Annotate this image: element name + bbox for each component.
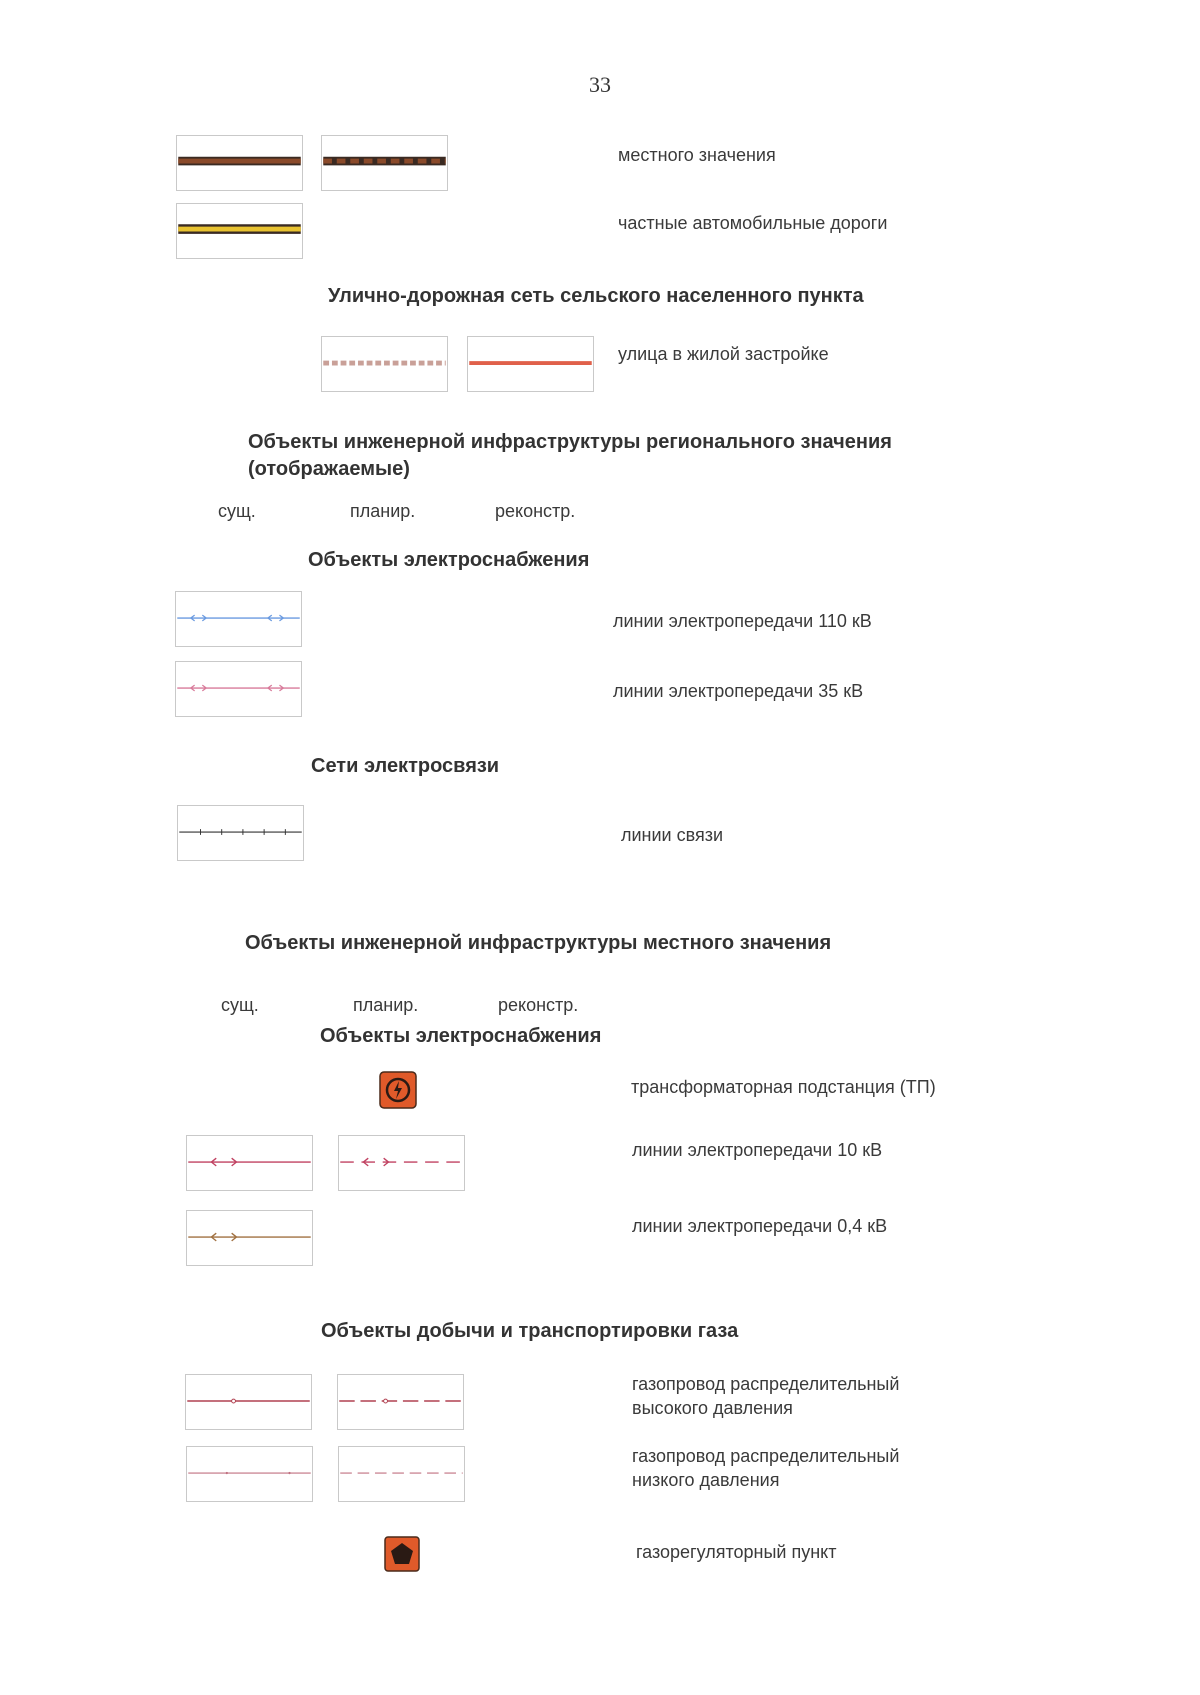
regional-infra-heading-line2: (отображаемые) [248, 458, 410, 480]
power-04-swatch [186, 1210, 313, 1266]
transformer-substation-icon [379, 1071, 417, 1109]
comm-lines-label: линии связи [621, 825, 724, 845]
power-10-label: линии электропередачи 10 кВ [632, 1140, 883, 1160]
rural-street-network-heading: Улично-дорожная сеть сельского населенного пункта [328, 285, 864, 307]
local-road-existing-swatch [176, 135, 303, 191]
power-35-swatch [175, 661, 302, 717]
gas-high-label-line2: высокого давления [632, 1398, 793, 1418]
gas-low-label-line1: газопровод распределительный [632, 1446, 900, 1466]
power-110-swatch [175, 591, 302, 647]
local-power-heading: Объекты электроснабжения [320, 1025, 602, 1047]
gas-low-existing-swatch [186, 1446, 313, 1502]
private-roads-label: частные автомобильные дороги [618, 213, 888, 233]
regional-power-heading: Объекты электроснабжения [308, 549, 590, 571]
column-reconstruction-label-local: реконстр. [498, 995, 579, 1015]
column-existing-label-local: сущ. [221, 995, 259, 1015]
telecom-heading: Сети электросвязи [311, 755, 500, 777]
column-planned-label: планир. [350, 501, 416, 521]
private-road-swatch [176, 203, 303, 259]
gas-heading: Объекты добычи и транспортировки газа [321, 1320, 739, 1342]
power-35-label: линии электропередачи 35 кВ [613, 681, 864, 701]
power-04-label: линии электропередачи 0,4 кВ [632, 1216, 888, 1236]
street-residential-label: улица в жилой застройке [618, 344, 829, 364]
gas-high-label-line1: газопровод распределительный [632, 1374, 900, 1394]
power-10-existing-swatch [186, 1135, 313, 1191]
power-110-label: линии электропередачи 110 кВ [613, 611, 872, 631]
local-infra-heading: Объекты инженерной инфраструктуры местного значения [245, 932, 832, 954]
column-reconstruction-label: реконстр. [495, 501, 576, 521]
gas-low-label-line2: низкого давления [632, 1470, 780, 1490]
gas-regulator-point-icon [384, 1536, 420, 1572]
comm-lines-swatch [177, 805, 304, 861]
regional-infra-heading-line1: Объекты инженерной инфраструктуры регионального значения [248, 431, 892, 453]
gas-high-existing-swatch [185, 1374, 312, 1430]
column-planned-label-local: планир. [353, 995, 419, 1015]
gas-high-planned-swatch [337, 1374, 464, 1430]
gas-low-planned-swatch [338, 1446, 465, 1502]
column-existing-label: сущ. [218, 501, 256, 521]
transformer-label: трансформаторная подстанция (ТП) [631, 1077, 936, 1097]
local-road-planned-swatch [321, 135, 448, 191]
gas-regulator-label: газорегуляторный пункт [636, 1542, 837, 1562]
street-existing-swatch [467, 336, 594, 392]
street-planned-swatch [321, 336, 448, 392]
power-10-planned-swatch [338, 1135, 465, 1191]
page-number: 33 [589, 72, 611, 97]
local-roads-label: местного значения [618, 145, 776, 165]
